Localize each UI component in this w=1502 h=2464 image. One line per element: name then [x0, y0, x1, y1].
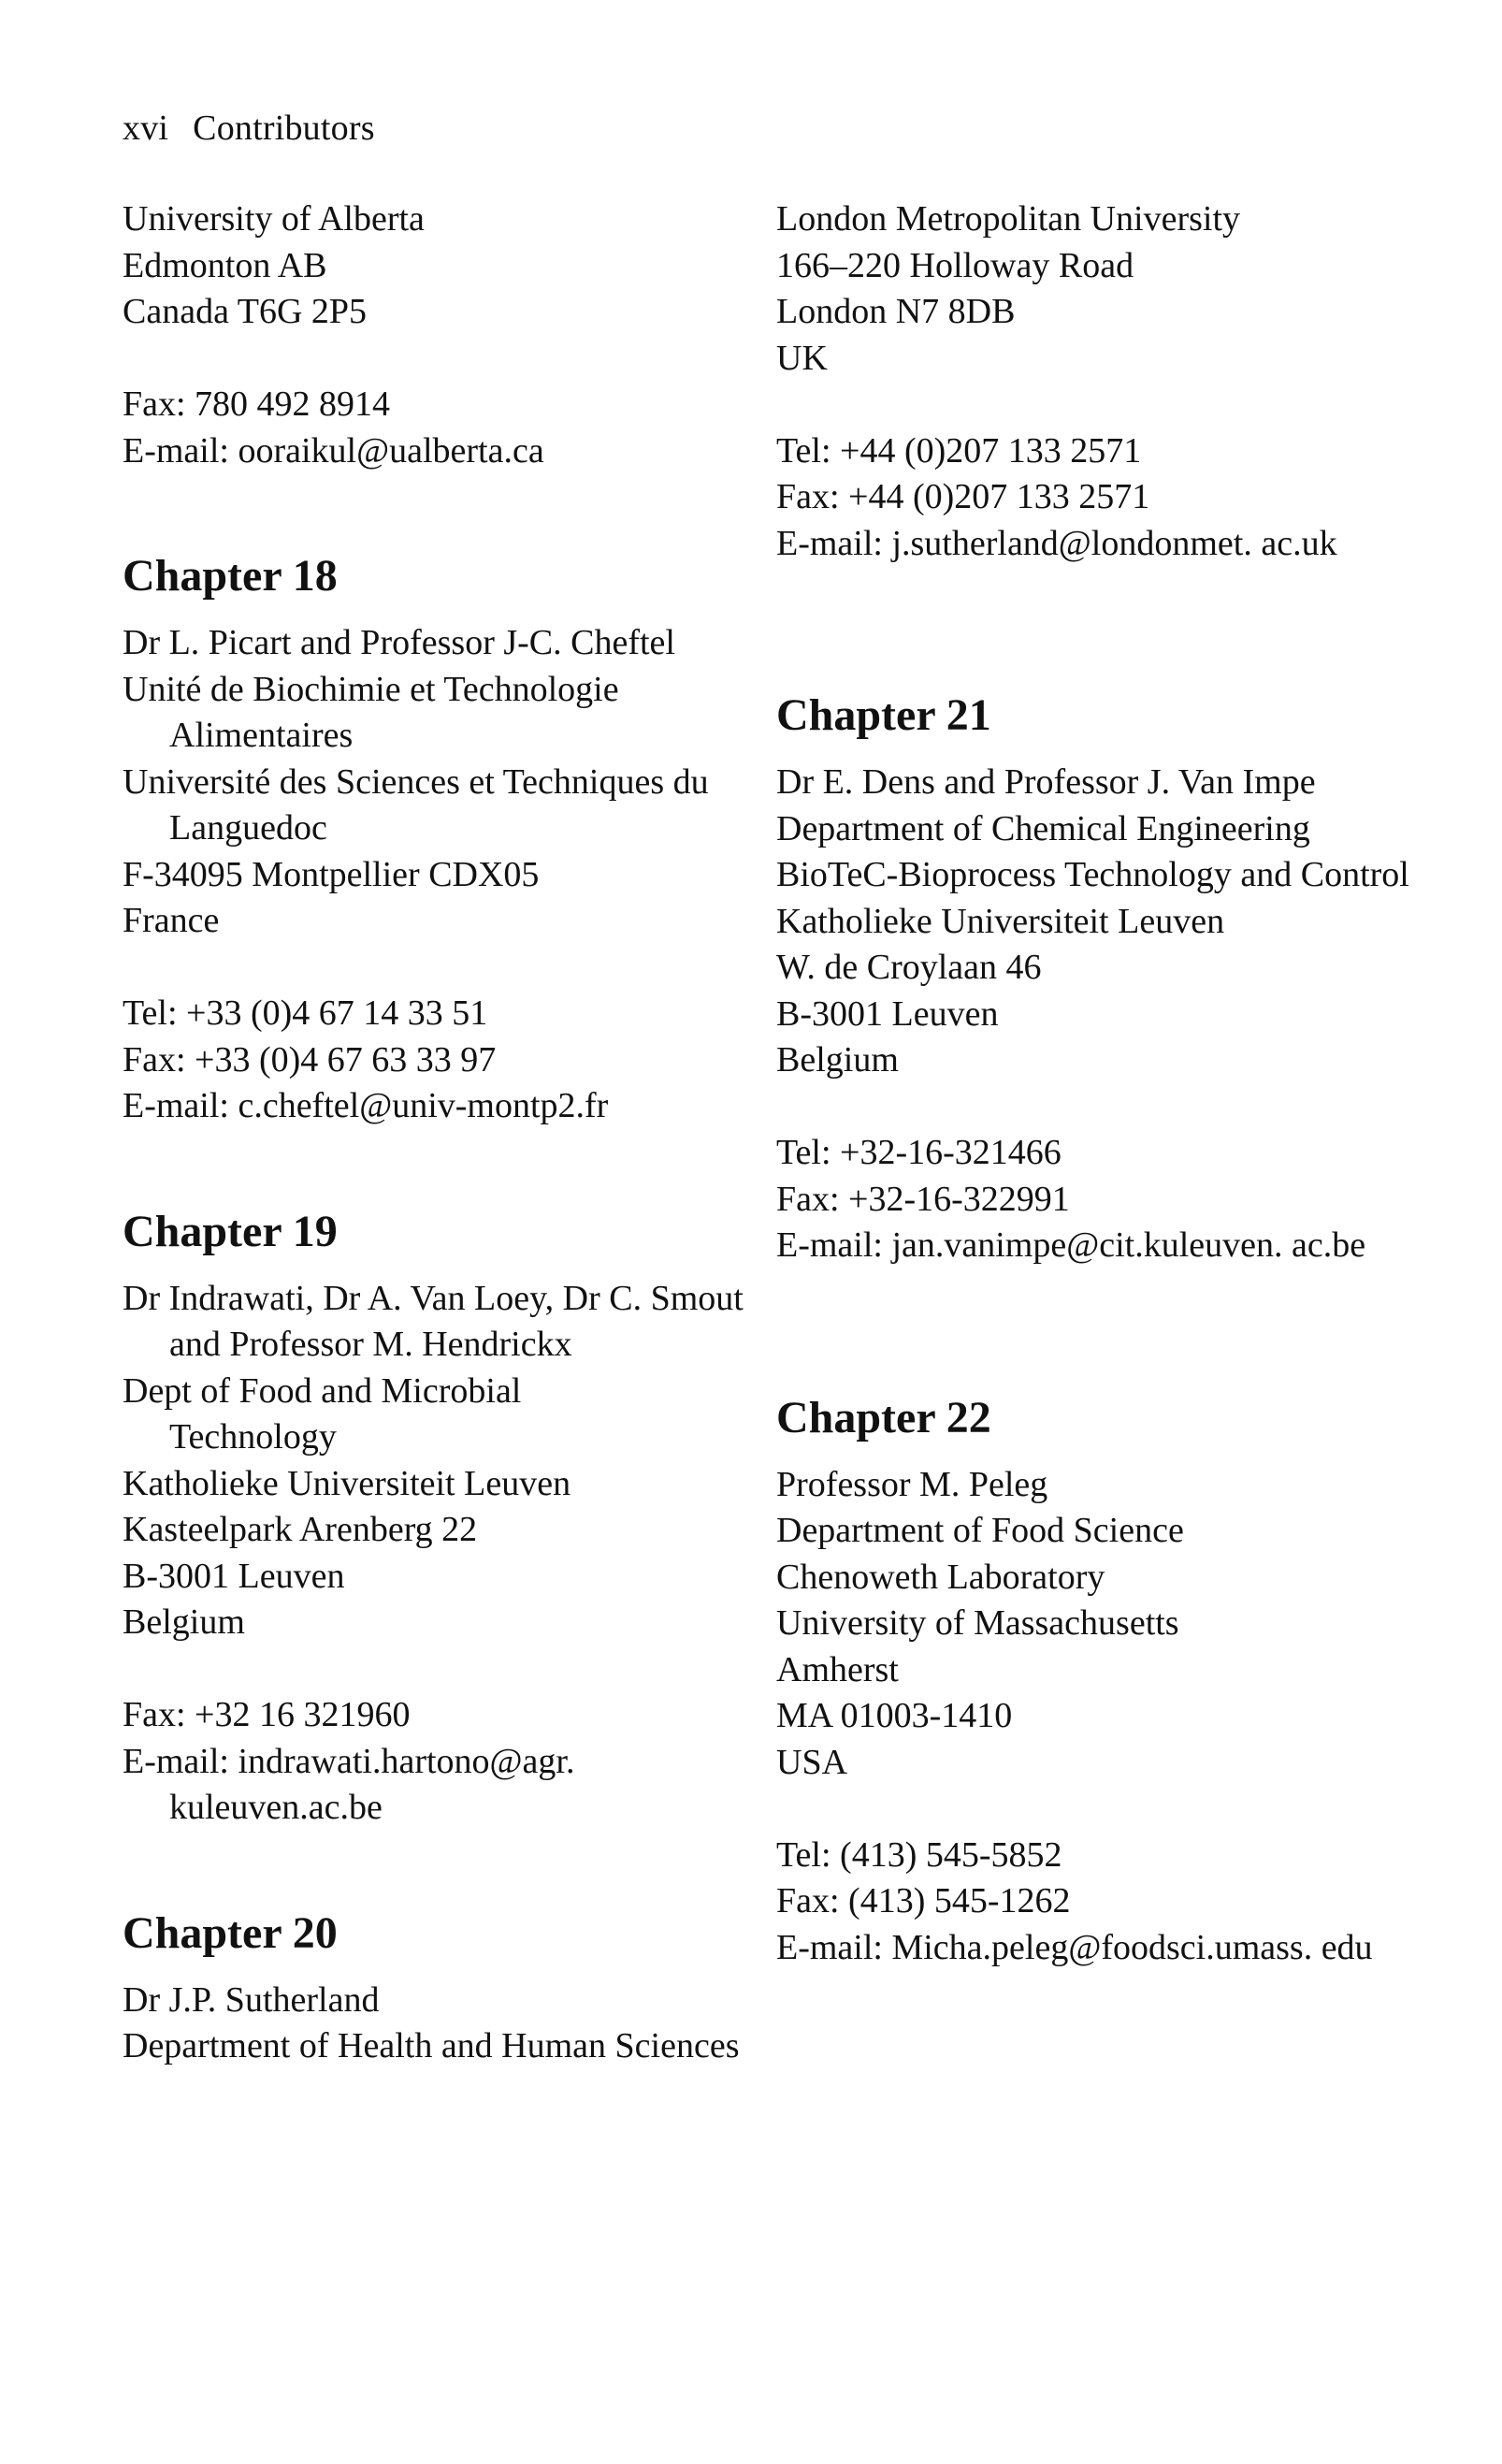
address-line: Edmonton AB: [123, 245, 327, 285]
address-line: Department of Health and Human Sciences: [123, 2026, 740, 2065]
address-line: Amherst: [776, 1649, 899, 1689]
tel-line: Tel: (413) 545-5852: [776, 1834, 1062, 1875]
fax-line: Fax: (413) 545-1262: [776, 1881, 1071, 1920]
author-line: Dr Indrawati, Dr A. Van Loey, Dr C. Smout and Professor M. Hendrickx: [123, 1278, 744, 1364]
chapter-18-entry: [123, 538, 758, 1130]
address-line: Dept of Food and Microbial Technology: [123, 1370, 522, 1457]
email-line: E-mail: c.cheftel@univ-montp2.fr: [123, 1086, 609, 1125]
address-line: MA 01003-1410: [776, 1696, 1013, 1735]
page-number: xvi: [123, 109, 169, 148]
author-line: Dr J.P. Sutherland: [123, 1979, 380, 2020]
fax-line: Fax: +32 16 321960: [123, 1695, 411, 1734]
address-line: University of Alberta: [123, 199, 425, 239]
chapter-19-entry: [123, 1194, 758, 1832]
continued-entry-london: [776, 196, 1422, 567]
address-line: London Metropolitan University: [776, 199, 1241, 239]
address-line: BioTeC-Bioprocess Technology and Control: [776, 855, 1409, 894]
address-line: Unité de Biochimie et Technologie Alimentaires: [123, 669, 619, 755]
address-line: Université des Sciences et Techniques du Languedoc: [123, 761, 709, 848]
chapter-heading: Chapter 21: [776, 690, 991, 740]
address-line: London N7 8DB: [776, 292, 1016, 331]
address-line: UK: [776, 338, 828, 378]
address-line: Belgium: [776, 1040, 899, 1080]
email-line: E-mail: indrawati.hartono@agr. kuleuven.ac.be: [123, 1741, 575, 1827]
chapter-heading: Chapter 18: [123, 551, 338, 601]
chapter-22-entry: [776, 1380, 1422, 1972]
address-line: W. de Croylaan 46: [776, 948, 1042, 987]
address-line: Canada T6G 2P5: [123, 292, 368, 331]
chapter-heading: Chapter 19: [123, 1206, 338, 1256]
address-line: Department of Chemical Engineering: [776, 808, 1310, 848]
section-title: Contributors: [193, 109, 375, 148]
chapter-heading: Chapter 22: [776, 1392, 991, 1442]
running-header: [123, 105, 375, 152]
fax-line: Fax: +32-16-322991: [776, 1179, 1070, 1219]
author-line: Professor M. Peleg: [776, 1464, 1048, 1504]
address-line: Belgium: [123, 1602, 245, 1642]
address-line: Kasteelpark Arenberg 22: [123, 1510, 478, 1549]
email-line: E-mail: jan.vanimpe@cit.kuleuven. ac.be: [776, 1225, 1366, 1265]
right-column: [776, 196, 1422, 1971]
address-line: Department of Food Science: [776, 1511, 1184, 1550]
author-line: Dr L. Picart and Professor J-C. Cheftel: [123, 623, 675, 662]
left-column: [123, 196, 758, 2070]
chapter-20-entry: [123, 1895, 758, 2070]
address-line: Katholieke Universiteit Leuven: [123, 1463, 571, 1503]
address-line: University of Massachusetts: [776, 1603, 1179, 1643]
tel-line: Tel: +32-16-321466: [776, 1133, 1062, 1172]
address-line: 166–220 Holloway Road: [776, 245, 1134, 285]
address-line: France: [123, 901, 220, 940]
fax-line: Fax: +44 (0)207 133 2571: [776, 477, 1150, 516]
fax-line: Fax: +33 (0)4 67 63 33 97: [123, 1039, 497, 1080]
address-line: Chenoweth Laboratory: [776, 1557, 1105, 1597]
address-line: B-3001 Leuven: [123, 1556, 345, 1596]
address-line: B-3001 Leuven: [776, 993, 999, 1034]
tel-line: Tel: +33 (0)4 67 14 33 51: [123, 993, 488, 1033]
address-line: F-34095 Montpellier CDX05: [123, 854, 540, 894]
author-line: Dr E. Dens and Professor J. Van Impe: [776, 762, 1316, 802]
chapter-heading: Chapter 20: [123, 1907, 338, 1958]
fax-line: Fax: 780 492 8914: [123, 384, 391, 424]
continued-entry-alberta: [123, 196, 758, 474]
address-line: Katholieke Universiteit Leuven: [776, 901, 1225, 941]
tel-line: Tel: +44 (0)207 133 2571: [776, 430, 1142, 471]
email-line: E-mail: Micha.peleg@foodsci.umass. edu: [776, 1927, 1373, 1967]
chapter-21-entry: [776, 677, 1422, 1269]
email-line: E-mail: j.sutherland@londonmet. ac.uk: [776, 523, 1337, 563]
address-line: USA: [776, 1742, 848, 1782]
email-line: E-mail: ooraikul@ualberta.ca: [123, 430, 544, 471]
